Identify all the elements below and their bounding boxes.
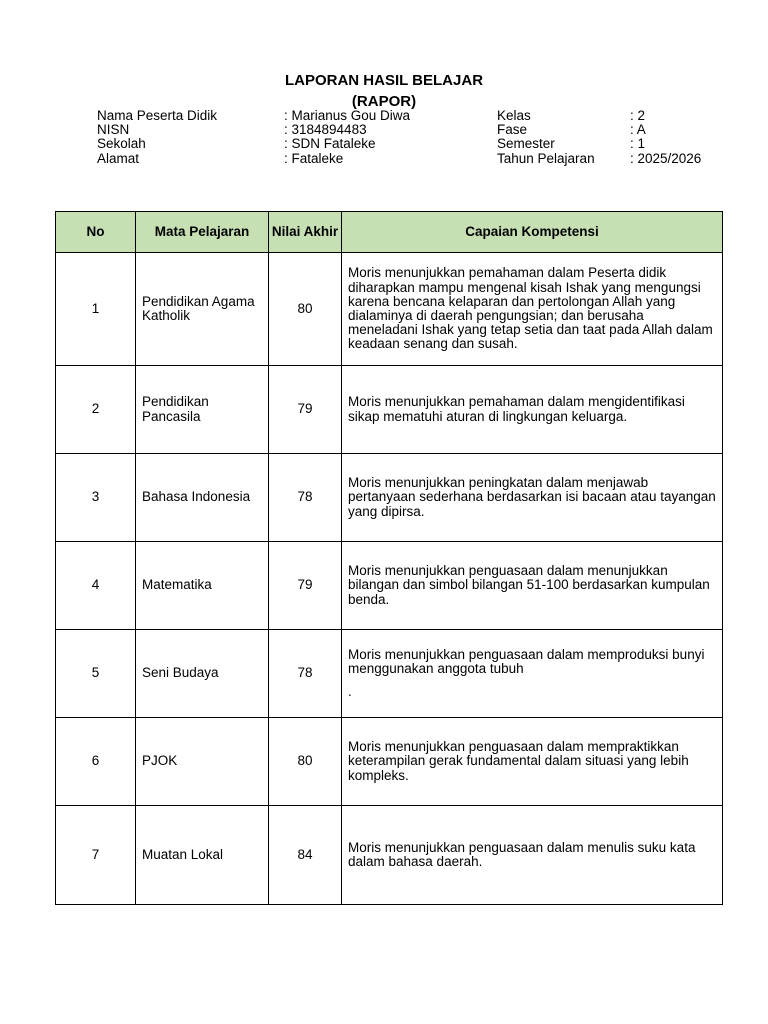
header-score: Nilai Akhir [269,212,342,253]
row-competency: Moris menunjukkan peningkatan dalam menjawab pertanyaan sederhana berdasarkan isi bacaan atau tayangan yang dipirsa. [342,454,723,542]
table-header-row [56,212,723,253]
row-subject: Bahasa Indonesia [136,454,269,542]
info-label: Fase [497,122,528,138]
row-competency-cell [342,630,723,718]
info-label: Nama Peserta Didik [97,108,218,123]
row-number: 3 [56,454,136,542]
row-number: 4 [56,542,136,630]
info-value: : SDN Fataleke [284,136,376,152]
info-label: NISN [97,122,130,138]
info-label: Tahun Pelajaran [497,150,595,166]
info-value: : 1 [630,136,646,152]
row-competency: Moris menunjukkan penguasaan dalam menunjukkan bilangan dan simbol bilangan 51-100 berdasarkan kumpulan benda. [342,542,723,630]
row-competency: Moris menunjukkan pemahaman dalam Peserta didik diharapkan mampu mengenal kisah Ishak yang mengungsi karena bencana kelaparan dan pertolongan Allah yang dialaminya di daerah pengungsian; dan berusaha meneladani Ishak yang tetap setia dan taat pada Allah dalam keadaan senang dan susah. [342,253,723,366]
header-subject: Mata Pelajaran [136,212,269,253]
row-subject: Seni Budaya [136,630,269,718]
row-score: 79 [269,542,342,630]
grades-table [55,211,723,905]
row-competency: Moris menunjukkan penguasaan dalam memproduksi bunyi menggunakan anggota tubuh [348,647,705,677]
row-subject: Matematika [136,542,269,630]
row-competency-extra: . [348,683,352,699]
info-value: : 3184894483 [284,122,367,138]
row-subject: Pendidikan Pancasila [136,366,269,454]
row-score: 79 [269,366,342,454]
info-label: Sekolah [97,136,146,152]
info-value: : Marianus Gou Diwa [284,108,411,123]
info-label: Alamat [97,150,140,166]
row-competency: Moris menunjukkan penguasaan dalam menulis suku kata dalam bahasa daerah. [342,806,723,905]
info-value: : 2 [630,108,646,123]
row-number: 7 [56,806,136,905]
info-value: : 2025/2026 [630,150,702,166]
row-subject: Muatan Lokal [136,806,269,905]
table-row [56,630,723,718]
header-competency: Capaian Kompetensi [342,212,723,253]
row-competency: Moris menunjukkan pemahaman dalam mengidentifikasi sikap mematuhi aturan di lingkungan keluarga. [342,366,723,454]
table-row [56,806,723,905]
header-no: No [56,212,136,253]
row-number: 1 [56,253,136,366]
table-row [56,542,723,630]
row-score: 78 [269,454,342,542]
table-row [56,718,723,806]
info-label: Semester [497,136,555,152]
row-competency: Moris menunjukkan penguasaan dalam mempraktikkan keterampilan gerak fundamental dalam situasi yang lebih kompleks. [342,718,723,806]
report-title: LAPORAN HASIL BELAJAR [284,72,484,89]
row-subject: Pendidikan Agama Katholik [136,253,269,366]
report-subtitle: (RAPOR) [351,93,417,110]
info-value: : A [630,122,646,138]
row-subject: PJOK [136,718,269,806]
row-score: 80 [269,253,342,366]
row-number: 6 [56,718,136,806]
row-score: 84 [269,806,342,905]
info-label: Kelas [497,108,531,123]
table-row [56,454,723,542]
row-number: 5 [56,630,136,718]
table-row [56,366,723,454]
info-value: : Fataleke [284,150,344,166]
row-number: 2 [56,366,136,454]
row-score: 80 [269,718,342,806]
table-row [56,253,723,366]
row-score: 78 [269,630,342,718]
